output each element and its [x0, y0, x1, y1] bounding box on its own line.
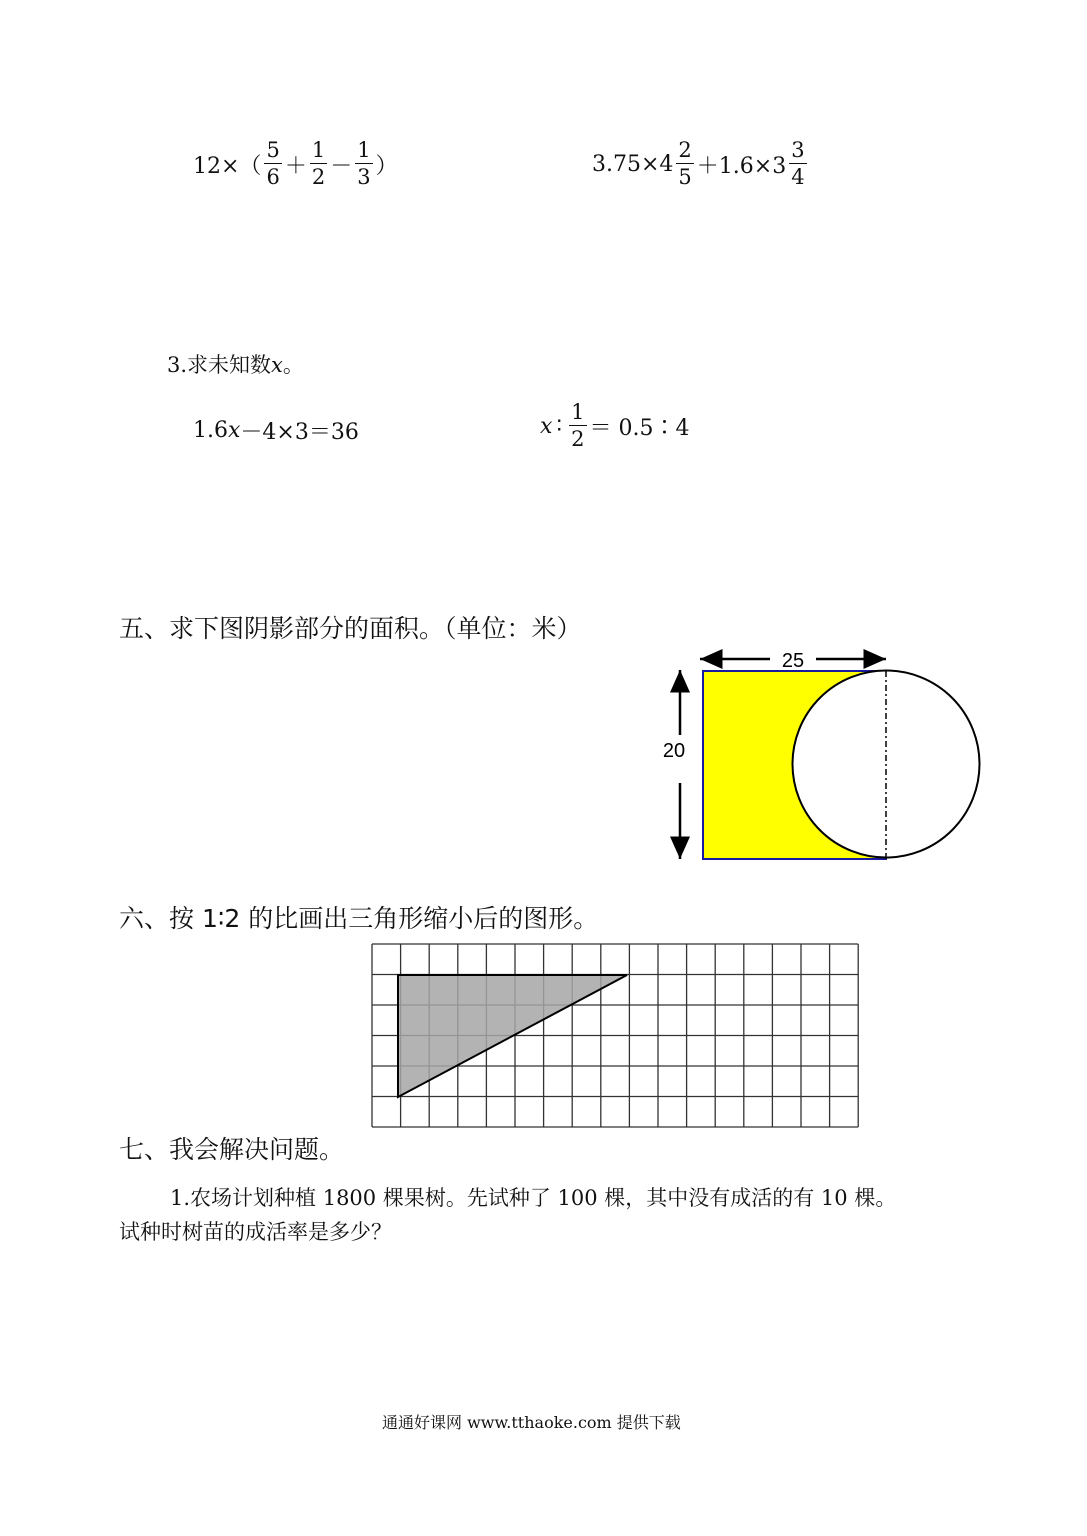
problem-1-line-1: 1.农场计划种植 1800 棵果树。先试种了 100 棵，其中没有成活的有 10 棵。 — [170, 1186, 897, 1210]
width-label: 25 — [781, 650, 805, 672]
equation-1: 1.6 x －4×3＝36 — [193, 418, 359, 445]
fraction: $\frac{1}{3}$ — [357, 138, 371, 189]
fraction: $\frac{1}{2}$ — [571, 400, 585, 451]
fraction: $\frac{1}{2}$ — [311, 138, 326, 189]
expression-2: 3.75×4 $\frac{2}{5}$ ＋1.6×3 $\frac{3}{4}$ — [592, 138, 805, 189]
problem-1-line-2: 试种时树苗的成活率是多少？ — [119, 1220, 392, 1244]
expression-1: 12×（ $\frac{5}{6}$ ＋ $\frac{1}{2}$ － $\frac{1}{3}$ ） — [193, 138, 398, 189]
grid-figure — [368, 940, 863, 1132]
height-label: 20 — [662, 740, 686, 762]
section-6-title: 六、按 1∶2 的比画出三角形缩小后的图形。 — [119, 904, 599, 933]
section-5-title: 五、求下图阴影部分的面积。（单位：米） — [119, 614, 582, 643]
equation-2: x ∶ $\frac{1}{2}$ ＝ 0.5∶4 — [540, 400, 690, 451]
solve-title: 3.求未知数x。 — [167, 353, 304, 377]
fraction: $\frac{3}{4}$ — [791, 138, 805, 189]
footer-text: 通通好课网 www.tthaoke.com 提供下载 — [382, 1413, 681, 1432]
fraction: $\frac{2}{5}$ — [678, 138, 692, 189]
shaded-area-figure — [650, 645, 1000, 870]
fraction: $\frac{5}{6}$ — [266, 138, 280, 189]
section-7-title: 七、我会解决问题。 — [119, 1135, 345, 1164]
